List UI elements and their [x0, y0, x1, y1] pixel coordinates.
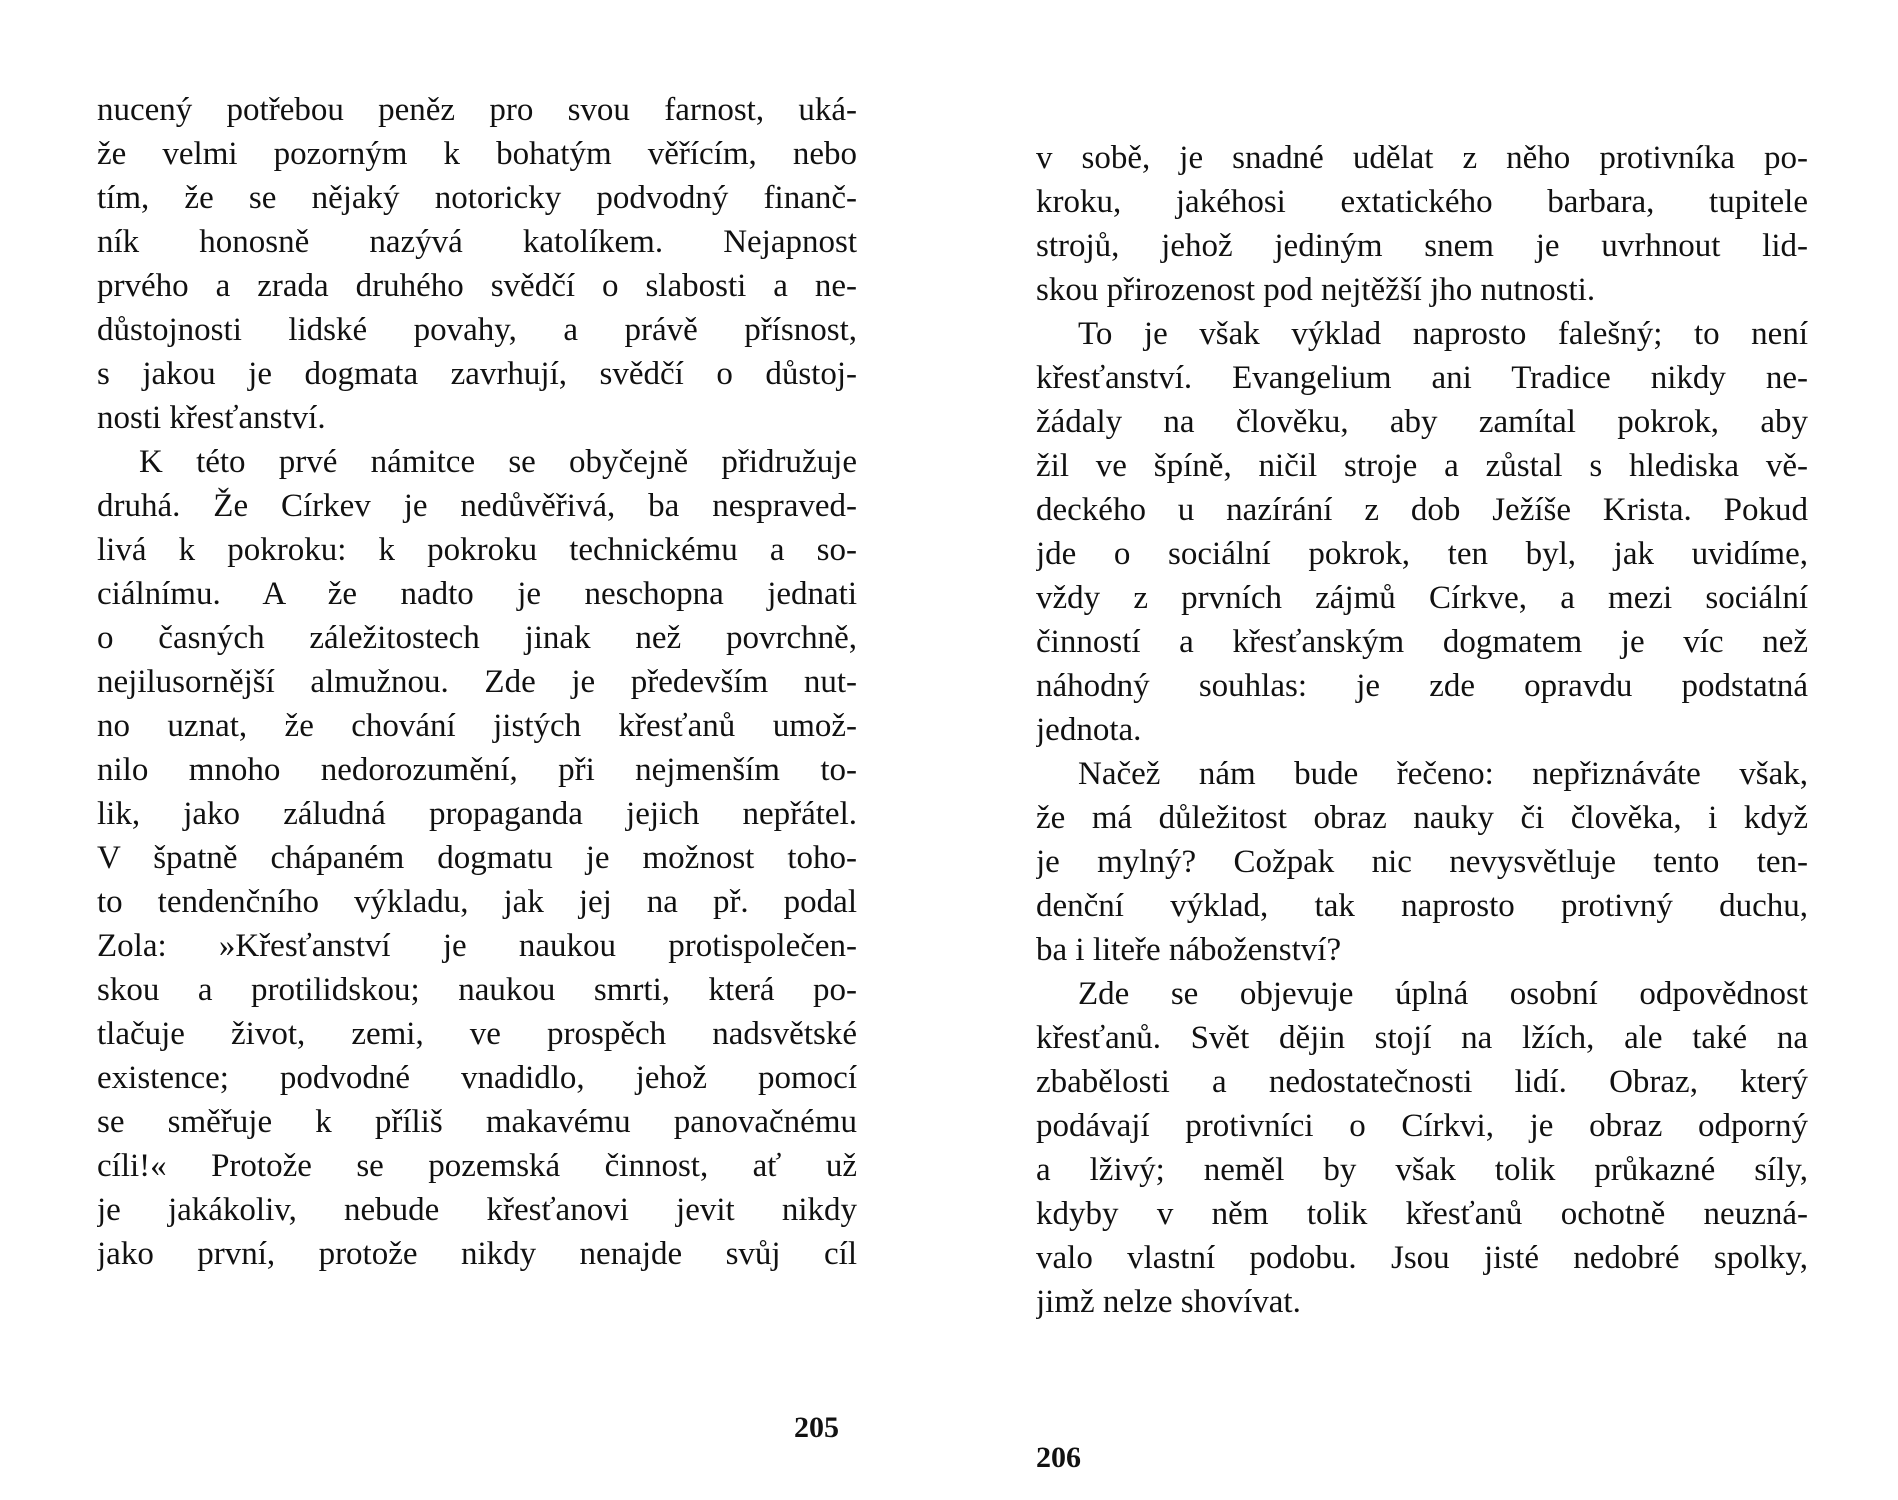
text-line: valo vlastní podobu. Jsou jisté nedobré spolky,	[1036, 1240, 1808, 1276]
text-line: denční výklad, tak naprosto protivný duchu,	[1036, 888, 1808, 924]
text-line: no uznat, že chování jistých křesťanů umož-	[97, 708, 857, 744]
text-line: to tendenčního výkladu, jak jej na př. podal	[97, 884, 857, 920]
page-number: 205	[794, 1411, 839, 1444]
text-line: a lživý; neměl by však tolik průkazné síly,	[1036, 1152, 1808, 1188]
text-line: V špatně chápaném dogmatu je možnost toho-	[97, 840, 857, 876]
text-line: ciálnímu. A že nadto je neschopna jednati	[97, 576, 857, 612]
text-line: že velmi pozorným k bohatým věřícím, nebo	[97, 136, 857, 172]
text-line: jednota.	[1036, 712, 1142, 748]
text-line: žil ve špíně, ničil stroje a zůstal s hlediska vě-	[1036, 448, 1808, 484]
page-number: 206	[1036, 1441, 1081, 1474]
text-line: nucený potřebou peněz pro svou farnost, uká-	[97, 92, 857, 128]
text-line: skou a protilidskou; naukou smrti, která po-	[97, 972, 857, 1008]
text-line: křesťanů. Svět dějin stojí na lžích, ale také na	[1036, 1020, 1808, 1056]
text-line: o časných záležitostech jinak než povrchně,	[97, 620, 857, 656]
text-line: jde o sociální pokrok, ten byl, jak uvidíme,	[1036, 536, 1808, 572]
text-line: je mylný? Cožpak nic nevysvětluje tento ten-	[1036, 844, 1808, 880]
text-line: nejilusornější almužnou. Zde je především nut-	[97, 664, 857, 700]
text-line: kdyby v něm tolik křesťanů ochotně neuzná-	[1036, 1196, 1808, 1232]
text-line: se směřuje k příliš makavému panovačnému	[97, 1104, 857, 1140]
text-line: skou přirozenost pod nejtěžší jho nutnosti.	[1036, 272, 1596, 308]
text-line: K této prvé námitce se obyčejně přidružuje	[139, 444, 857, 480]
text-line: Zde se objevuje úplná osobní odpovědnost	[1078, 976, 1808, 1012]
text-line: To je však výklad naprosto falešný; to není	[1078, 316, 1808, 352]
text-line: strojů, jehož jediným snem je uvrhnout lid-	[1036, 228, 1808, 264]
text-line: kroku, jakéhosi extatického barbara, tupitele	[1036, 184, 1808, 220]
text-line: Zola: »Křesťanství je naukou protispolečen-	[97, 928, 857, 964]
left-page-text	[97, 88, 857, 1276]
text-line: jimž nelze shovívat.	[1036, 1284, 1301, 1320]
text-line: důstojnosti lidské povahy, a právě přísnost,	[97, 312, 857, 348]
text-line: ník honosně nazývá katolíkem. Nejapnost	[97, 224, 857, 260]
text-line: že má důležitost obraz nauky či člověka, i když	[1036, 800, 1808, 836]
text-line: cíli!« Protože se pozemská činnost, ať už	[97, 1148, 857, 1184]
text-line: livá k pokroku: k pokroku technickému a so-	[97, 532, 857, 568]
text-line: ba i liteře náboženství?	[1036, 932, 1342, 968]
text-line: je jakákoliv, nebude křesťanovi jevit nikdy	[97, 1192, 857, 1228]
text-line: žádaly na člověku, aby zamítal pokrok, aby	[1036, 404, 1808, 440]
text-line: s jakou je dogmata zavrhují, svědčí o důstoj-	[97, 356, 857, 392]
text-line: lik, jako záludná propaganda jejich nepřátel.	[97, 796, 857, 832]
text-line: druhá. Že Církev je nedůvěřivá, ba nespraved-	[97, 488, 857, 524]
text-line: podávají protivníci o Církvi, je obraz odporný	[1036, 1108, 1808, 1144]
text-line: deckého u nazírání z dob Ježíše Krista. Pokud	[1036, 492, 1808, 528]
text-line: nosti křesťanství.	[97, 400, 326, 436]
text-line: Načež nám bude řečeno: nepřiznáváte však,	[1078, 756, 1808, 792]
text-line: tlačuje život, zemi, ve prospěch nadsvětské	[97, 1016, 857, 1052]
text-line: náhodný souhlas: je zde opravdu podstatná	[1036, 668, 1808, 704]
text-line: vždy z prvních zájmů Církve, a mezi sociální	[1036, 580, 1808, 616]
text-line: tím, že se nějaký notoricky podvodný finanč-	[97, 180, 857, 216]
text-line: existence; podvodné vnadidlo, jehož pomocí	[97, 1060, 857, 1096]
right-page	[949, 0, 1898, 1500]
text-line: v sobě, je snadné udělat z něho protivníka po-	[1036, 140, 1808, 176]
text-line: činností a křesťanským dogmatem je víc než	[1036, 624, 1808, 660]
text-line: křesťanství. Evangelium ani Tradice nikdy ne-	[1036, 360, 1808, 396]
text-line: prvého a zrada druhého svědčí o slabosti a ne-	[97, 268, 857, 304]
right-page-text	[1036, 136, 1808, 1324]
text-line: zbabělosti a nedostatečnosti lidí. Obraz, který	[1036, 1064, 1808, 1100]
text-line: jako první, protože nikdy nenajde svůj cíl	[97, 1236, 857, 1272]
text-line: nilo mnoho nedorozumění, při nejmenším to-	[97, 752, 857, 788]
